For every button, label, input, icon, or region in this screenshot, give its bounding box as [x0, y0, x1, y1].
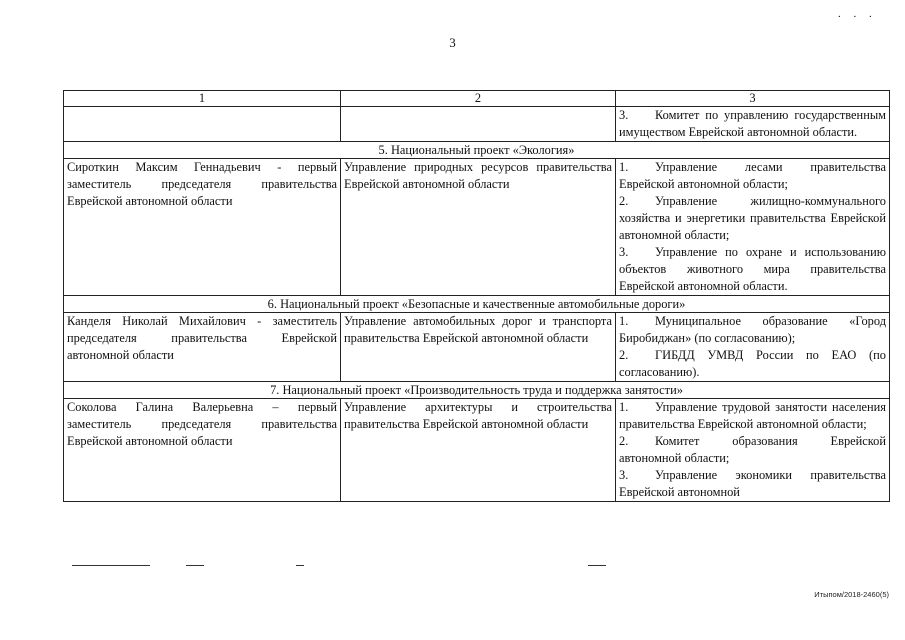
item-text: Управление жилищно-коммунального хозяйства и энергетики правительства Еврейской автономной области;: [619, 194, 886, 242]
table-header-row: [64, 91, 890, 107]
responsible-body-cell: Управление автомобильных дорог и транспорта правительства Еврейской автономной области: [341, 313, 616, 382]
table-row: [64, 159, 890, 296]
column-header-3: 3: [616, 91, 890, 107]
table-row: [64, 107, 890, 142]
participant-item: [619, 244, 886, 295]
table-row: [64, 313, 890, 382]
participants-cell: [616, 399, 890, 502]
column-header-2: 2: [341, 91, 616, 107]
participant-item: [619, 399, 886, 433]
corner-mark: . . .: [838, 8, 877, 20]
participant-item: [619, 347, 886, 381]
page-number: 3: [449, 35, 456, 50]
participant-item: [619, 433, 886, 467]
item-number: 2.: [619, 194, 629, 208]
item-text: ГИБДД УМВД России по ЕАО (по согласованию).: [619, 348, 886, 379]
item-text: Управление трудовой занятости населения правительства Еврейской автономной области;: [619, 400, 886, 431]
item-number: 1.: [619, 314, 629, 328]
curator-cell: Сироткин Максим Геннадьевич - первый заместитель председателя правительства Еврейской автономной области: [64, 159, 341, 296]
item-number: 3.: [619, 468, 629, 482]
responsible-body-cell: Управление природных ресурсов правительства Еврейской автономной области: [341, 159, 616, 296]
participant-item: [619, 159, 886, 193]
participants-cell: [616, 313, 890, 382]
item-number: 2.: [619, 434, 629, 448]
participants-cell: [616, 159, 890, 296]
item-number: 1.: [619, 160, 629, 174]
column-header-1: 1: [64, 91, 341, 107]
signature-lines: [66, 565, 606, 569]
participants-cell: [616, 107, 890, 142]
participant-item: [619, 193, 886, 244]
item-text: Комитет образования Еврейской автономной области;: [619, 434, 886, 465]
participant-item: [619, 313, 886, 347]
item-text: Муниципальное образование «Город Биробиджан» (по согласованию);: [619, 314, 886, 345]
section-title: 5. Национальный проект «Экология»: [64, 142, 890, 159]
participant-item: [619, 107, 886, 141]
item-number: 1.: [619, 400, 629, 414]
item-text: Управление лесами правительства Еврейской автономной области;: [619, 160, 886, 191]
item-number: 3.: [619, 108, 629, 122]
table-row: [64, 399, 890, 502]
section-row: [64, 142, 890, 159]
section-row: [64, 382, 890, 399]
item-number: 2.: [619, 348, 629, 362]
section-title: 6. Национальный проект «Безопасные и качественные автомобильные дороги»: [64, 296, 890, 313]
curator-cell: Канделя Николай Михайлович - заместитель председателя правительства Еврейской автономной области: [64, 313, 341, 382]
curator-cell: [64, 107, 341, 142]
responsibility-table: [63, 90, 890, 502]
footer-document-code: Итыпом/2018-2460(5): [814, 590, 889, 599]
item-number: 3.: [619, 245, 629, 259]
section-title: 7. Национальный проект «Производительность труда и поддержка занятости»: [64, 382, 890, 399]
item-text: Управление по охране и использованию объектов животного мира правительства Еврейской автономной области.: [619, 245, 886, 293]
responsible-body-cell: Управление архитектуры и строительства правительства Еврейской автономной области: [341, 399, 616, 502]
participant-item: [619, 467, 886, 501]
item-text: Комитет по управлению государственным имуществом Еврейской автономной области.: [619, 108, 886, 139]
item-text: Управление экономики правительства Еврейской автономной: [619, 468, 886, 499]
curator-cell: Соколова Галина Валерьевна – первый заместитель председателя правительства Еврейской автономной области: [64, 399, 341, 502]
responsible-body-cell: [341, 107, 616, 142]
section-row: [64, 296, 890, 313]
